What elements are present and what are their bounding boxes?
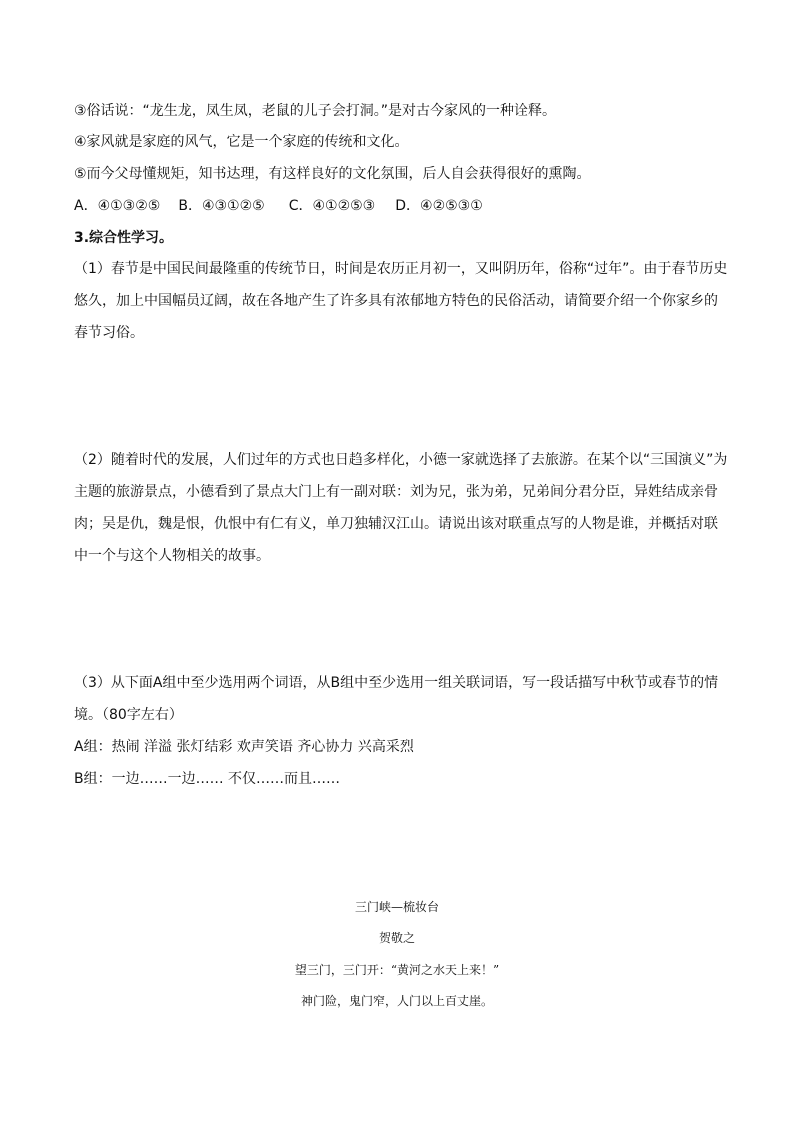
q3-line-1: （3）从下面A组中至少选用两个词语，从B组中至少选用一组关联词语，写一段话描写中秋节或春节的情 <box>74 675 719 691</box>
answer-options <box>74 197 483 215</box>
q2-line-2: 主题的旅游景点，小德看到了景点大门上有一副对联：刘为兄，张为弟，兄弟间分君分臣，异姓结成亲骨 <box>74 484 718 500</box>
poem-line-2: 神门险，鬼门窄，人门以上百丈崖。 <box>300 994 493 1008</box>
option-b: B．④③①②⑤ <box>178 198 265 214</box>
poem-line-1: 望三门，三门开：“黄河之水天上来！” <box>294 963 500 977</box>
poem-author: 贺敬之 <box>378 931 415 945</box>
option-d: D．④②⑤③① <box>395 198 483 214</box>
q3-line-2: 境。（80字左右） <box>74 707 183 723</box>
option-a: A．④①③②⑤ <box>74 198 161 214</box>
q1-line-2: 悠久，加上中国幅员辽阔，故在各地产生了许多具有浓郁地方特色的民俗活动，请简要介绍一个你家乡的 <box>74 293 718 309</box>
statement-4: ④家风就是家庭的风气，它是一个家庭的传统和文化。 <box>74 134 409 150</box>
q2-line-4: 中一个与这个人物相关的故事。 <box>74 548 270 564</box>
q1-line-1: （1）春节是中国民间最隆重的传统节日，时间是农历正月初一，又叫阴历年，俗称“过年”。由于春节历史 <box>74 261 728 277</box>
statement-5: ⑤而今父母懂规矩，知书达理，有这样良好的文化氛围，后人自会获得很好的熏陶。 <box>74 166 591 182</box>
poem-title: 三门峡—梳妆台 <box>354 900 439 914</box>
q2-line-3: 肉；吴是仇，魏是恨，仇恨中有仁有义，单刀独辅汉江山。请说出该对联重点写的人物是谁，并概括对联 <box>74 516 718 532</box>
word-group-a: A组：热闹 洋溢 张灯结彩 欢声笑语 齐心协力 兴高采烈 <box>74 739 414 755</box>
q1-line-3: 春节习俗。 <box>74 325 144 341</box>
option-c: C．④①②⑤③ <box>288 198 376 214</box>
statement-3: ③俗话说：“龙生龙，凤生凤，老鼠的儿子会打洞。”是对古今家风的一种诠释。 <box>74 103 557 119</box>
section-title: 3.综合性学习。 <box>74 230 174 246</box>
q2-line-1: （2）随着时代的发展，人们过年的方式也日趋多样化，小德一家就选择了去旅游。在某个以“三国演义”为 <box>74 452 728 468</box>
word-group-b: B组：一边……一边…… 不仅……而且…… <box>74 771 341 787</box>
